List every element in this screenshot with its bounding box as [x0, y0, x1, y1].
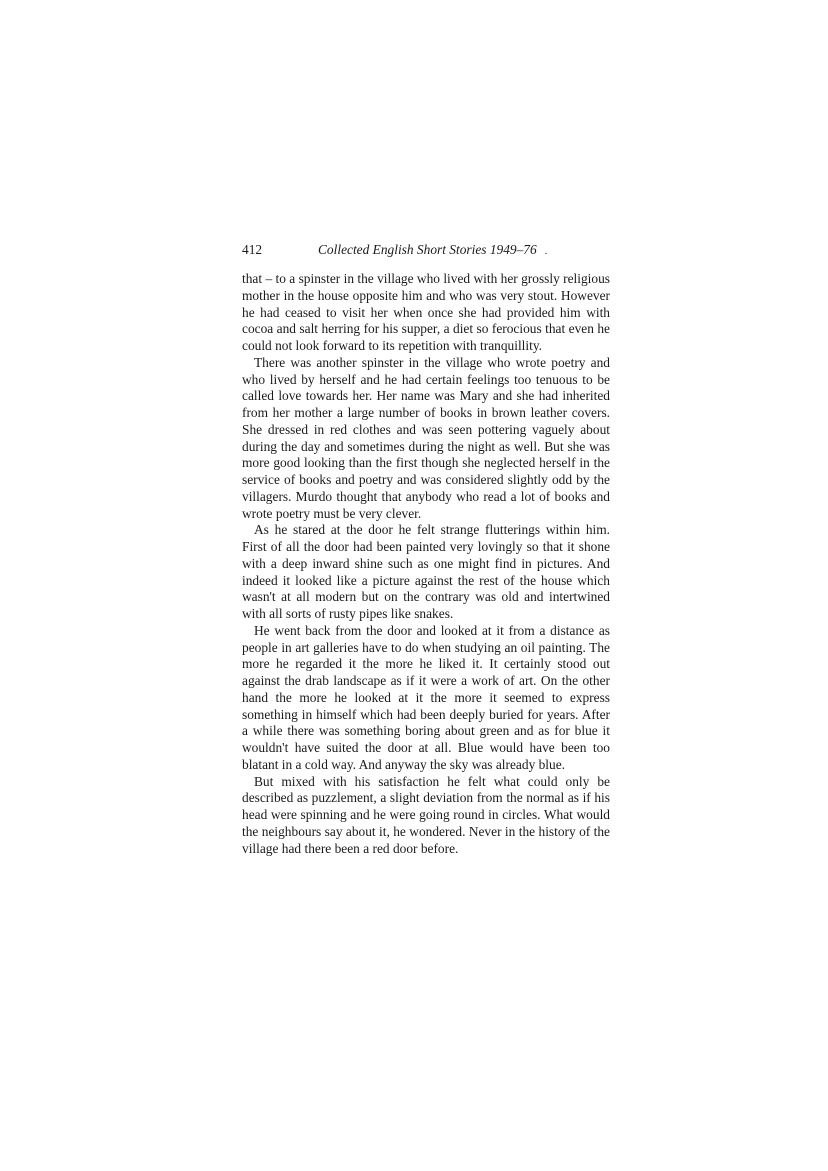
paragraph-2: There was another spinster in the village who wrote poetry and who lived by herself and he had certain feelings too tenuous to be called love towards her. Her name was Mary and she had inherited from her mother a large number of books in brown leather covers. She dressed in red clothes and was seen pottering vaguely about during the day and sometimes during the night as well. But she was more good looking than the first though she neglected herself in the service of books and poetry and was considered slightly odd by the villagers. Murdo thought that anybody who read a lot of books and wrote poetry must be very clever.: [242, 354, 610, 521]
page-number: 412: [242, 242, 263, 257]
paragraph-1: that – to a spinster in the village who lived with her grossly religious mother in the house opposite him and who was very stout. However he had ceased to visit her when once she had provided him with cocoa and salt herring for his supper, a diet so ferocious that even he could not look forward to its repetition with tranquillity.: [242, 271, 610, 353]
header-trailing-mark: .: [544, 246, 548, 257]
paragraph-3: As he stared at the door he felt strange flutterings within him. First of all the door had been painted very lovingly so that it shone with a deep inward shine such as one might find in pictures. And indeed it looked like a picture against the rest of the house which wasn't at all modern but on the contrary was old and intertwined with all sorts of rusty pipes like snakes.: [242, 522, 610, 621]
page-text-block: [242, 242, 610, 857]
running-title: Collected English Short Stories 1949–76: [318, 242, 537, 257]
paragraph-4: He went back from the door and looked at it from a distance as people in art galleries have to do when studying an oil painting. The more he regarded it the more he liked it. It certainly stood out against the drab landscape as if it were a work of art. On the other hand the more he looked at it the more it seemed to express something in himself which had been deeply buried for years. After a while there was something boring about green and as for blue it wouldn't have suited the door at all. Blue would have been too blatant in a cold way. And anyway the sky was already blue.: [242, 622, 610, 772]
running-header: [242, 242, 610, 262]
paragraph-5: But mixed with his satisfaction he felt what could only be described as puzzlement, a slight deviation from the normal as if his head were spinning and he were going round in circles. What would the neighbours say about it, he wondered. Never in the history of the village had there been a red door before.: [242, 773, 610, 856]
